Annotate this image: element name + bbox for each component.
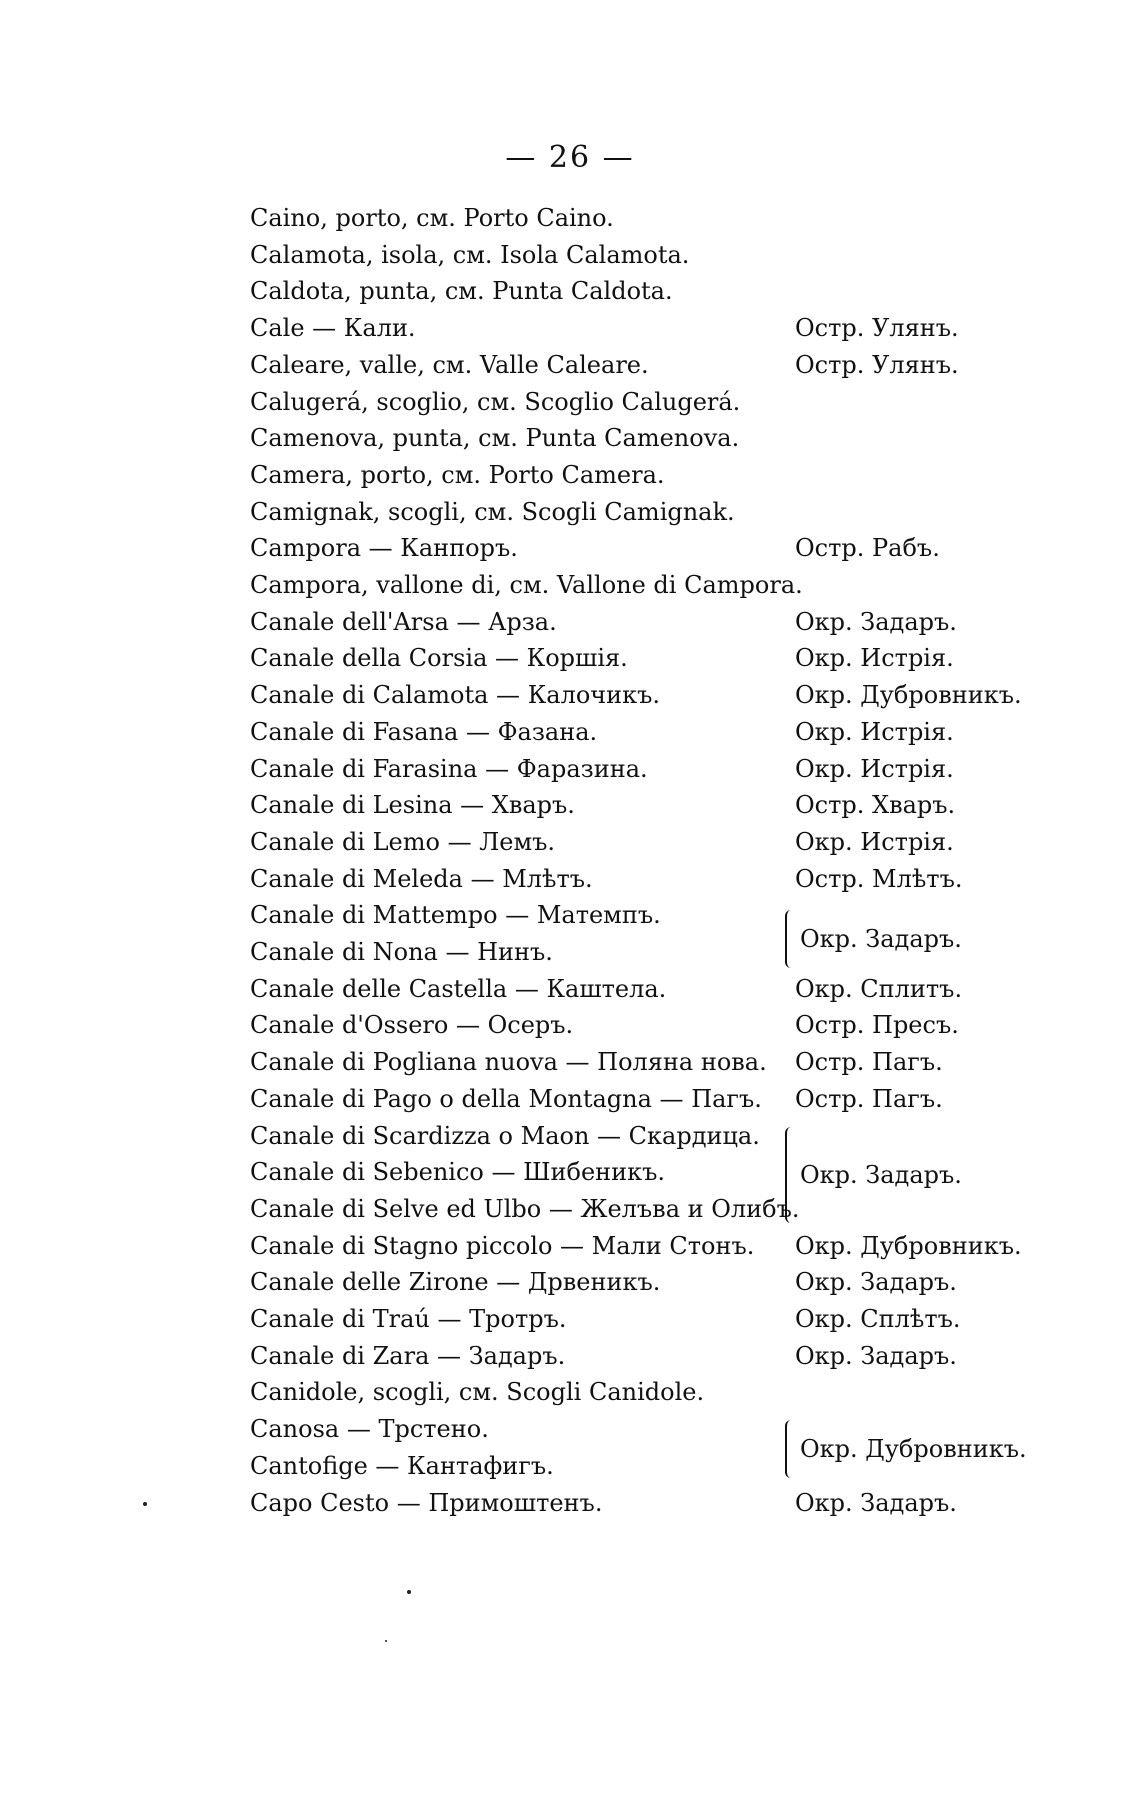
entry-region: Окр. Истрія. [795,828,954,856]
entry-row [0,347,1140,383]
entry-term: Canale di Zara — Задаръ. [250,1342,566,1370]
entry-region: Остр. Пагъ. [795,1048,943,1076]
entry-region: Остр. Пресъ. [795,1011,959,1039]
entry-region: Остр. Улянъ. [795,314,959,342]
entry-region: Окр. Истрія. [795,644,954,672]
entry-row [0,1485,1140,1521]
entry-term: Campora, vallone di, см. Vallone di Campora. [250,571,803,599]
entry-region: Остр. Рабъ. [795,534,940,562]
entry-term: Cale — Кали. [250,314,416,342]
entry-region: Окр. Сплѣтъ. [795,1305,961,1333]
brace-region: Окр. Задаръ. [800,1161,962,1189]
entry-region: Остр. Улянъ. [795,351,959,379]
entry-row [0,1081,1140,1117]
entry-row [0,457,1140,493]
entry-term: Caino, porto, см. Porto Caino. [250,204,614,232]
entry-term: Camignak, scogli, см. Scogli Camignak. [250,498,735,526]
entry-term: Canale d'Ossero — Осеръ. [250,1011,574,1039]
entry-region: Окр. Задаръ. [795,1268,957,1296]
entry-row [0,934,1140,970]
entry-row [0,1007,1140,1043]
entry-region: Окр. Задаръ. [795,1489,957,1517]
entry-row [0,310,1140,346]
entry-region: Окр. Истрія. [795,718,954,746]
entry-region: Окр. Сплитъ. [795,975,963,1003]
entry-term: Canale di Fasana — Фазана. [250,718,598,746]
entry-row [0,1118,1140,1154]
entry-term: Camera, porto, см. Porto Camera. [250,461,665,489]
entry-term: Canale di Selve ed Ulbo — Желъва и Олибъ. [250,1195,800,1223]
brace-region: Окр. Дубровникъ. [800,1435,1027,1463]
entry-row [0,1191,1140,1227]
entry-region: Окр. Задаръ. [795,608,957,636]
entry-region: Окр. Дубровникъ. [795,1232,1022,1260]
entry-row [0,237,1140,273]
ink-speck [143,1502,147,1506]
entry-row [0,787,1140,823]
entry-row [0,971,1140,1007]
entry-term: Canidole, scogli, см. Scogli Canidole. [250,1378,705,1406]
entry-row [0,604,1140,640]
entry-row [0,677,1140,713]
page-number: — 26 — [505,140,635,175]
entry-term: Canale di Sebenico — Шибеникъ. [250,1158,666,1186]
entry-row [0,384,1140,420]
entry-row [0,567,1140,603]
entry-term: Canale di Lemo — Лемъ. [250,828,556,856]
entry-term: Campora — Канпоръ. [250,534,518,562]
entry-term: Canale delle Castella — Каштела. [250,975,667,1003]
entry-row [0,1228,1140,1264]
entry-row [0,751,1140,787]
entry-region: Остр. Пагъ. [795,1085,943,1113]
brace [785,1127,793,1223]
entry-term: Calamota, isola, см. Isola Calamota. [250,241,690,269]
ink-speck [407,1590,411,1594]
brace [785,1420,793,1478]
entry-row [0,714,1140,750]
entry-row [0,1338,1140,1374]
entry-term: Canale di Farasina — Фаразина. [250,755,648,783]
entry-region: Окр. Истрія. [795,755,954,783]
entry-term: Canale dell'Arsa — Арза. [250,608,557,636]
entry-term: Capo Cesto — Примоштенъ. [250,1489,603,1517]
entry-term: Caleare, valle, см. Valle Caleare. [250,351,649,379]
entry-term: Canale di Mattempo — Матемпъ. [250,901,661,929]
entry-term: Caldota, punta, см. Punta Caldota. [250,277,673,305]
entry-row [0,1264,1140,1300]
entry-term: Cantofige — Кантафигъ. [250,1452,554,1480]
entry-row [0,640,1140,676]
entry-term: Calugerá, scoglio, см. Scoglio Calugerá. [250,388,741,416]
entry-row [0,897,1140,933]
entry-row [0,273,1140,309]
entry-term: Canale di Traú — Тротръ. [250,1305,567,1333]
entry-row [0,200,1140,236]
entry-row [0,1301,1140,1337]
entry-region: Окр. Задаръ. [795,1342,957,1370]
entry-region: Окр. Дубровникъ. [795,681,1022,709]
entry-region: Остр. Млѣтъ. [795,865,963,893]
entry-row [0,1154,1140,1190]
entry-term: Canale di Meleda — Млѣтъ. [250,865,593,893]
entry-term: Canosa — Трстено. [250,1415,489,1443]
entry-term: Canale di Lesina — Хваръ. [250,791,575,819]
brace-region: Окр. Задаръ. [800,925,962,953]
entry-term: Canale di Scardizza o Maon — Скардица. [250,1122,760,1150]
entry-row [0,530,1140,566]
entry-term: Canale di Nona — Нинъ. [250,938,553,966]
brace [785,910,793,968]
entry-term: Canale di Pago o della Montagna — Пагъ. [250,1085,762,1113]
ink-speck [385,1640,387,1642]
entry-term: Canale delle Zirone — Дрвеникъ. [250,1268,661,1296]
entry-region: Остр. Хваръ. [795,791,956,819]
entry-row [0,824,1140,860]
entry-row [0,1044,1140,1080]
entry-term: Canale di Pogliana nuova — Поляна нова. [250,1048,767,1076]
entry-row [0,494,1140,530]
entry-term: Canale di Calamota — Калочикъ. [250,681,661,709]
entry-row [0,1374,1140,1410]
entry-row [0,861,1140,897]
entry-term: Camenova, punta, см. Punta Camenova. [250,424,740,452]
entry-row [0,420,1140,456]
entry-term: Canale della Corsia — Коршія. [250,644,628,672]
entry-term: Canale di Stagno piccolo — Мали Стонъ. [250,1232,755,1260]
